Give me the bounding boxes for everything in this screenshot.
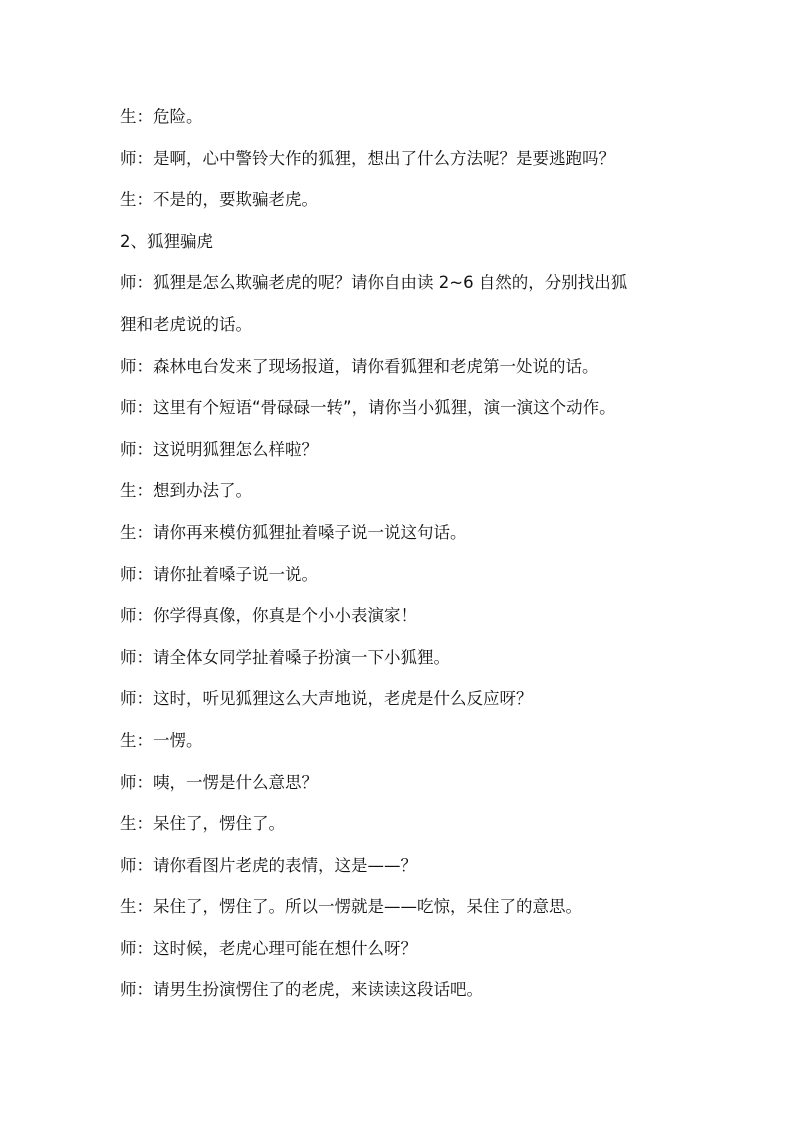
- text-line: 师：请你扯着嗓子说一说。: [120, 564, 318, 584]
- text-line: 师：森林电台发来了现场报道，请你看狐狸和老虎第一处说的话。: [120, 356, 599, 376]
- text-line: 生：请你再来模仿狐狸扯着嗓子说一说这句话。: [120, 522, 467, 542]
- text-line: 生：呆住了，愣住了。所以一愣就是——吃惊，呆住了的意思。: [120, 897, 582, 917]
- text-line: 生：不是的，要欺骗老虎。: [120, 190, 318, 210]
- text-line: 生：危险。: [120, 107, 203, 126]
- text-line: 生：一愣。: [120, 730, 203, 750]
- text-line: 师：请你看图片老虎的表情，这是——？: [120, 855, 417, 875]
- text-line: 师：这时候，老虎心理可能在想什么呀？: [120, 938, 417, 958]
- text-line: 师：是啊，心中警铃大作的狐狸，想出了什么方法呢？是要逃跑吗？: [120, 148, 615, 168]
- text-line: 师：这里有个短语“骨碌碌一转”，请你当小狐狸，演一演这个动作。: [120, 398, 616, 418]
- text-line: 师：你学得真像，你真是个小小表演家！: [120, 606, 417, 626]
- text-line: 生：呆住了，愣住了。: [120, 814, 285, 834]
- document-body: [120, 102, 690, 1017]
- text-line: 师：这说明狐狸怎么样啦？: [120, 439, 318, 459]
- text-line: 师：请全体女同学扯着嗓子扮演一下小狐狸。: [120, 647, 450, 667]
- section-heading: 2、狐狸骗虎: [120, 231, 213, 251]
- text-line: 师：咦，一愣是什么意思？: [120, 772, 318, 792]
- text-line: 师：请男生扮演愣住了的老虎，来读读这段话吧。: [120, 980, 483, 1000]
- text-line: 生：想到办法了。: [120, 481, 252, 501]
- text-line: 师：这时，听见狐狸这么大声地说，老虎是什么反应呀？: [120, 689, 533, 709]
- text-line: 师：狐狸是怎么欺骗老虎的呢？请你自由读 2~6 自然的，分别找出狐: [120, 273, 628, 293]
- text-line: 狸和老虎说的话。: [120, 314, 252, 334]
